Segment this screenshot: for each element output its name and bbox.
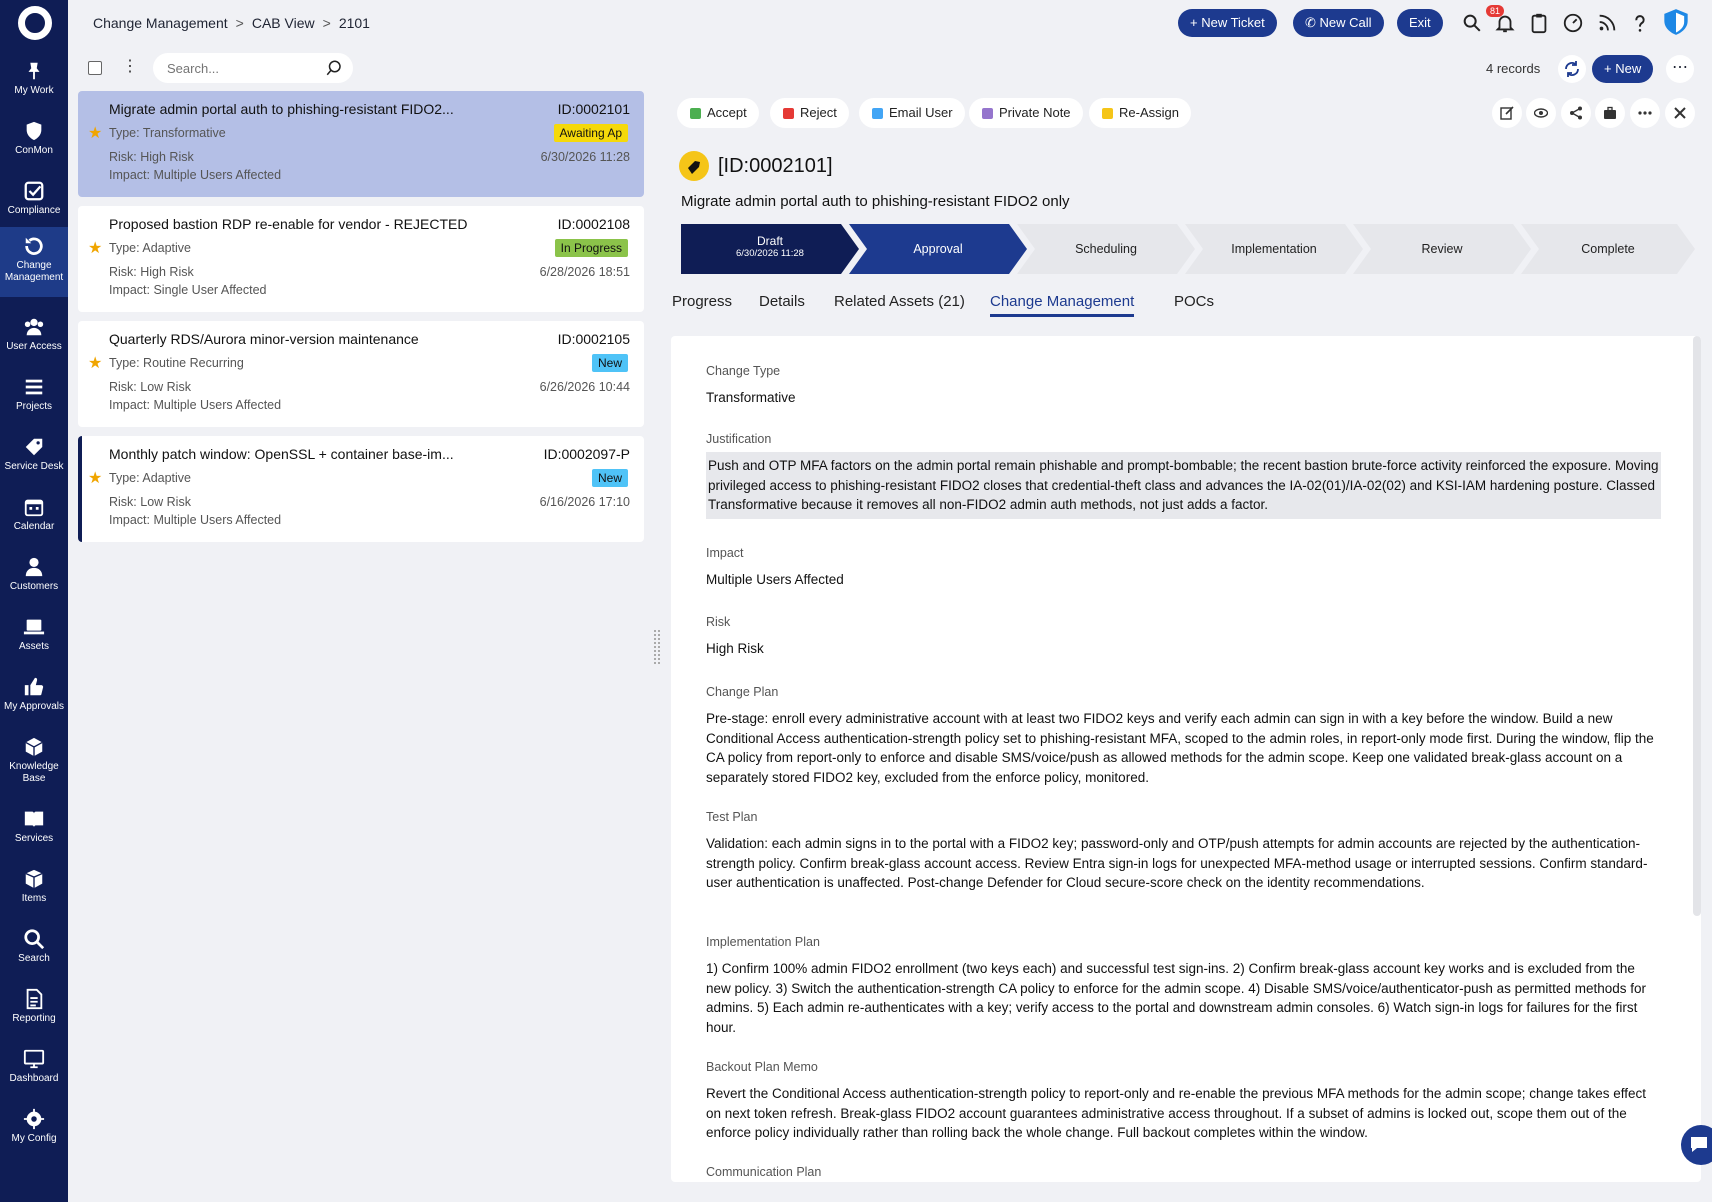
sidebar-item-my-config[interactable] (0, 1100, 68, 1158)
field-value: Transformative (706, 390, 796, 405)
list-item-impact: Impact: Multiple Users Affected (109, 513, 282, 527)
reassign-icon (1102, 108, 1113, 119)
record-count: 4 records (1486, 61, 1541, 76)
select-all-checkbox[interactable] (88, 61, 102, 75)
status-badge: In Progress (555, 239, 628, 257)
tab-related-assets[interactable]: Related Assets (21) (834, 293, 965, 310)
sidebar-item-label: Compliance (7, 205, 61, 216)
breadcrumb-current: 2101 (338, 15, 370, 31)
sidebar-item-service-desk[interactable] (0, 428, 68, 486)
tab-details[interactable]: Details (759, 293, 805, 310)
change-management-panel (671, 336, 1701, 1182)
search-icon[interactable] (1461, 12, 1483, 34)
field-implementation-plan (706, 935, 1661, 1037)
sidebar-item-compliance[interactable] (0, 172, 68, 230)
share-button[interactable] (1561, 98, 1591, 128)
sidebar-item-assets[interactable] (0, 608, 68, 666)
sidebar-item-label: Assets (18, 641, 49, 652)
ticket-type-icon (679, 151, 709, 181)
close-button[interactable] (1665, 98, 1695, 128)
person-icon (23, 556, 45, 578)
ticket-id: [ID:0002101] (718, 155, 833, 177)
status-badge: Awaiting Ap (554, 124, 629, 142)
sidebar-item-label: Service Desk (4, 461, 64, 472)
list-item-risk: Risk: Low Risk (109, 495, 191, 509)
step-label: Review (1421, 242, 1463, 256)
chat-button[interactable] (1681, 1125, 1712, 1165)
shield-icon (23, 120, 45, 142)
list-icon (23, 376, 45, 398)
sidebar-item-label: My Config (11, 1133, 57, 1144)
thumbs-down-icon (783, 108, 794, 119)
step-date: 6/30/2026 11:28 (736, 248, 804, 259)
field-label: Test Plan (706, 810, 758, 824)
reject-label: Reject (800, 105, 837, 120)
reassign-label: Re-Assign (1119, 105, 1179, 120)
refresh-button[interactable] (1558, 55, 1586, 83)
step-label: Implementation (1231, 242, 1317, 256)
list-item-id: ID:0002105 (557, 331, 630, 347)
breadcrumb-separator: > (235, 15, 244, 31)
sidebar-item-calendar[interactable] (0, 488, 68, 546)
list-options-icon[interactable]: ⋮ (122, 58, 138, 75)
field-label: Justification (706, 432, 772, 446)
step-complete[interactable] (1521, 224, 1695, 274)
sidebar-item-label: Services (14, 833, 54, 844)
breadcrumb-cab-view[interactable]: CAB View (251, 15, 315, 31)
sidebar-item-label: Dashboard (9, 1073, 59, 1084)
sidebar-item-label: User Access (6, 341, 62, 352)
list-item-type: Type: Adaptive (109, 241, 192, 255)
sidebar-item-label: My Approvals (3, 701, 65, 712)
step-review[interactable] (1353, 224, 1531, 274)
private-note-button[interactable] (969, 98, 1083, 128)
field-value: Revert the Conditional Access authentication-strength policy to report-only and re-enable the previous MFA methods for the admin scope; change takes effect on next token refresh. Break-glass FIDO2 account guarantees administrative access throughout. If a subset of admins is locked out, scope them out of the enforce policy individually rather than rolling back the whole change. Full backout completes within the window. (706, 1086, 1647, 1140)
star-icon[interactable]: ★ (88, 470, 103, 487)
list-item-date: 6/30/2026 11:28 (540, 150, 630, 164)
search-icon[interactable] (325, 59, 343, 77)
list-item-id: ID:0002097-P (543, 446, 630, 462)
field-value: Multiple Users Affected (706, 572, 844, 587)
field-risk (706, 615, 1661, 659)
list-item-type: Type: Adaptive (109, 471, 192, 485)
list-item-title: Quarterly RDS/Aurora minor-version maintenance (109, 331, 419, 347)
list-item-type: Type: Transformative (109, 126, 226, 140)
edit-icon (1500, 106, 1514, 120)
search-icon (23, 928, 45, 950)
list-item-type: Type: Routine Recurring (109, 356, 244, 370)
star-icon[interactable]: ★ (88, 355, 103, 372)
search-input[interactable] (153, 53, 303, 83)
email-user-button[interactable] (859, 98, 965, 128)
field-impact (706, 546, 1661, 590)
search-box (153, 53, 353, 83)
list-item[interactable] (78, 321, 644, 427)
tag-icon (23, 436, 45, 458)
sidebar-item-label: Items (21, 893, 47, 904)
list-item-risk: Risk: High Risk (109, 265, 194, 279)
eye-icon (1534, 106, 1548, 120)
sidebar-item-label: Customers (9, 581, 59, 592)
panel-splitter-handle[interactable] (654, 630, 660, 664)
refresh-icon (23, 235, 45, 257)
list-item-risk: Risk: High Risk (109, 150, 194, 164)
step-label: Complete (1581, 242, 1635, 256)
users-icon (23, 316, 45, 338)
step-approval[interactable] (849, 224, 1027, 274)
sidebar-item-label: My Work (14, 85, 54, 96)
new-ticket-button[interactable]: + New Ticket (1178, 9, 1277, 37)
list-item-impact: Impact: Multiple Users Affected (109, 168, 282, 182)
step-draft[interactable] (681, 224, 859, 274)
list-item-date: 6/26/2026 10:44 (539, 380, 630, 394)
field-label: Change Type (706, 364, 781, 378)
field-communication-plan (706, 1165, 1661, 1179)
sidebar-item-change-management[interactable] (0, 227, 68, 297)
list-item-date: 6/28/2026 18:51 (539, 265, 630, 279)
sidebar-item-user-access[interactable] (0, 308, 68, 366)
edit-button[interactable] (1492, 98, 1522, 128)
list-item-date: 6/16/2026 17:10 (539, 495, 630, 509)
sidebar-item-items[interactable] (0, 860, 68, 918)
private-note-label: Private Note (999, 105, 1071, 120)
list-item[interactable] (78, 206, 644, 312)
thumbs-up-icon (23, 676, 45, 698)
book-icon (23, 808, 45, 830)
new-call-label: New Call (1319, 15, 1372, 30)
monitor-icon (23, 1048, 45, 1070)
status-badge: New (592, 469, 628, 487)
step-label: Scheduling (1075, 242, 1137, 256)
list-item-title: Proposed bastion RDP re-enable for vendor - REJECTED (109, 216, 468, 232)
sidebar-item-label: Reporting (12, 1013, 56, 1024)
notification-badge: 81 (1486, 5, 1504, 17)
field-value: High Risk (706, 641, 764, 656)
sidebar-item-knowledge-base[interactable] (0, 728, 68, 798)
new-call-button[interactable] (1293, 9, 1384, 37)
tag-icon (679, 151, 709, 181)
sidebar-item-conmon[interactable] (0, 112, 68, 170)
exit-button[interactable]: Exit (1397, 9, 1443, 37)
checkbox-icon (23, 180, 45, 202)
star-icon[interactable]: ★ (88, 125, 103, 142)
envelope-icon (872, 108, 883, 119)
list-toolbar (80, 52, 645, 84)
cube-icon (23, 736, 45, 758)
reassign-button[interactable] (1089, 98, 1191, 128)
field-label: Risk (706, 615, 731, 629)
email-user-label: Email User (889, 105, 953, 120)
rss-icon[interactable] (1596, 12, 1618, 34)
list-item-impact: Impact: Multiple Users Affected (109, 398, 282, 412)
breadcrumb-change-management[interactable]: Change Management (93, 15, 228, 31)
sidebar-item-label: ConMon (15, 145, 53, 156)
sidebar-item-label: Change Management (4, 260, 64, 283)
sidebar-item-label: Knowledge Base (9, 761, 59, 784)
ticket-title: Migrate admin portal auth to phishing-resistant FIDO2 only (681, 193, 1070, 210)
laptop-icon (23, 616, 45, 638)
list-item-id: ID:0002101 (557, 101, 630, 117)
list-item[interactable] (78, 436, 644, 542)
sidebar (0, 0, 68, 1202)
list-item-impact: Impact: Single User Affected (109, 283, 267, 297)
help-icon[interactable] (1629, 12, 1651, 34)
dashboard-gauge-icon[interactable] (1562, 12, 1584, 34)
sidebar-item-customers[interactable] (0, 548, 68, 606)
sidebar-item-label: Calendar (13, 521, 55, 532)
refresh-icon (1558, 55, 1586, 83)
reject-button[interactable] (770, 98, 849, 128)
field-value: Validation: each admin signs in to the portal with a FIDO2 key; password-only and OTP/push attempts for admin accounts are rejected by the authentication-strength policy. Confirm break-glass account access. Review Entra sign-in logs for unexpected MFA-method usage or interrupted sessions. Confirm standard-user authentication is unaffected. Post-change Defender for Cloud secure-score check on the identity recommendations. (706, 836, 1648, 890)
tab-pocs[interactable]: POCs (1174, 293, 1215, 310)
field-change-plan (706, 685, 1661, 787)
sidebar-item-label: Projects (15, 401, 53, 412)
field-backout-plan (706, 1060, 1661, 1143)
document-icon (23, 988, 45, 1010)
briefcase-button[interactable] (1595, 98, 1625, 128)
pin-icon (23, 60, 45, 82)
step-scheduling[interactable] (1017, 224, 1195, 274)
security-shield-icon[interactable] (1662, 8, 1690, 36)
top-bar (68, 0, 1712, 46)
thumbs-up-icon (690, 108, 701, 119)
share-icon (1569, 106, 1583, 120)
clipboard-icon[interactable] (1528, 12, 1550, 34)
accept-label: Accept (707, 105, 747, 120)
list-item[interactable] (78, 91, 644, 197)
breadcrumb-separator: > (322, 15, 331, 31)
calendar-icon (23, 496, 45, 518)
breadcrumb (93, 15, 370, 31)
list-item-id: ID:0002108 (557, 216, 630, 232)
field-change-type (706, 364, 1661, 408)
star-icon[interactable]: ★ (88, 240, 103, 257)
gear-icon (23, 1108, 45, 1130)
step-label: Approval (913, 242, 963, 256)
list-item-title: Migrate admin portal auth to phishing-resistant FIDO2... (109, 101, 454, 117)
list-item-risk: Risk: Low Risk (109, 380, 191, 394)
more-icon (1638, 106, 1652, 120)
note-icon (982, 108, 993, 119)
view-button[interactable] (1526, 98, 1556, 128)
workflow-stepper (681, 224, 1695, 274)
field-test-plan (706, 810, 1661, 893)
close-icon (1673, 106, 1687, 120)
phone-icon: ✆ (1305, 15, 1320, 30)
field-value: 1) Confirm 100% admin FIDO2 enrollment (two keys each) and successful test sign-ins. 2) Confirm break-glass account key works and is excluded from the new policy. 3) Switch the authentication-strength CA policy to enforce for the admin scope. 4) Disable SMS/voice/authenticator-push as permitted methods for admins. 5) Each admin re-authenticates with a key; verify access to the portal and downstream admin consoles. 6) Watch sign-in logs for failures for the first hour. (706, 961, 1646, 1035)
field-label: Impact (706, 546, 744, 560)
field-label: Implementation Plan (706, 935, 820, 949)
field-value[interactable]: Push and OTP MFA factors on the admin portal remain phishable and prompt-bombable; the recent bastion brute-force activity reinforced the exposure. Moving privileged access to phishing-resistant FIDO2 closes that credential-theft class and advances the IA-02(01)/IA-02(02) and KSI-IAM hardening posture. Classed Transformative because it removes all non-FIDO2 admin auth methods, not just adds a factor. (706, 452, 1661, 519)
step-label: Draft (756, 234, 783, 248)
sidebar-item-dashboard[interactable] (0, 1040, 68, 1098)
field-label: Change Plan (706, 685, 779, 699)
briefcase-icon (1603, 106, 1617, 120)
app-logo[interactable] (18, 6, 52, 40)
accept-button[interactable] (677, 98, 759, 128)
field-label: Communication Plan (706, 1165, 822, 1179)
status-badge: New (592, 354, 628, 372)
new-record-button[interactable]: + New (1592, 55, 1653, 83)
more-actions-button[interactable] (1630, 98, 1660, 128)
box-icon (23, 868, 45, 890)
sidebar-item-projects[interactable] (0, 368, 68, 426)
sidebar-item-services[interactable] (0, 800, 68, 858)
list-item-title: Monthly patch window: OpenSSL + container base-im... (109, 446, 454, 462)
field-value: Pre-stage: enroll every administrative account with at least two FIDO2 keys and verify each admin can sign in with a key before the window. Build a new Conditional Access authentication-strength policy set to phishing-resistant MFA, scoped to the admin roles, in report-only mode first. During the window, flip the CA policy from report-only to enforce and disable SMS/voice/push as allowed methods for the admin scope. Keep one validated break-glass account on a separately stored FIDO2 key, excluded from the enforce policy, monitored. (706, 711, 1654, 785)
chat-icon (1681, 1125, 1712, 1165)
sidebar-item-reporting[interactable] (0, 980, 68, 1038)
tab-progress[interactable]: Progress (672, 293, 733, 310)
sidebar-item-my-approvals[interactable] (0, 668, 68, 726)
sidebar-item-my-work[interactable] (0, 52, 68, 110)
scrollbar[interactable] (1693, 336, 1701, 916)
field-justification (706, 432, 1661, 519)
sidebar-item-label: Search (18, 953, 50, 964)
sidebar-item-search[interactable] (0, 920, 68, 978)
step-implementation[interactable] (1185, 224, 1363, 274)
field-label: Backout Plan Memo (706, 1060, 818, 1074)
more-options-icon[interactable]: ⋯ (1666, 55, 1694, 83)
tab-change-management[interactable]: Change Management (990, 293, 1134, 317)
